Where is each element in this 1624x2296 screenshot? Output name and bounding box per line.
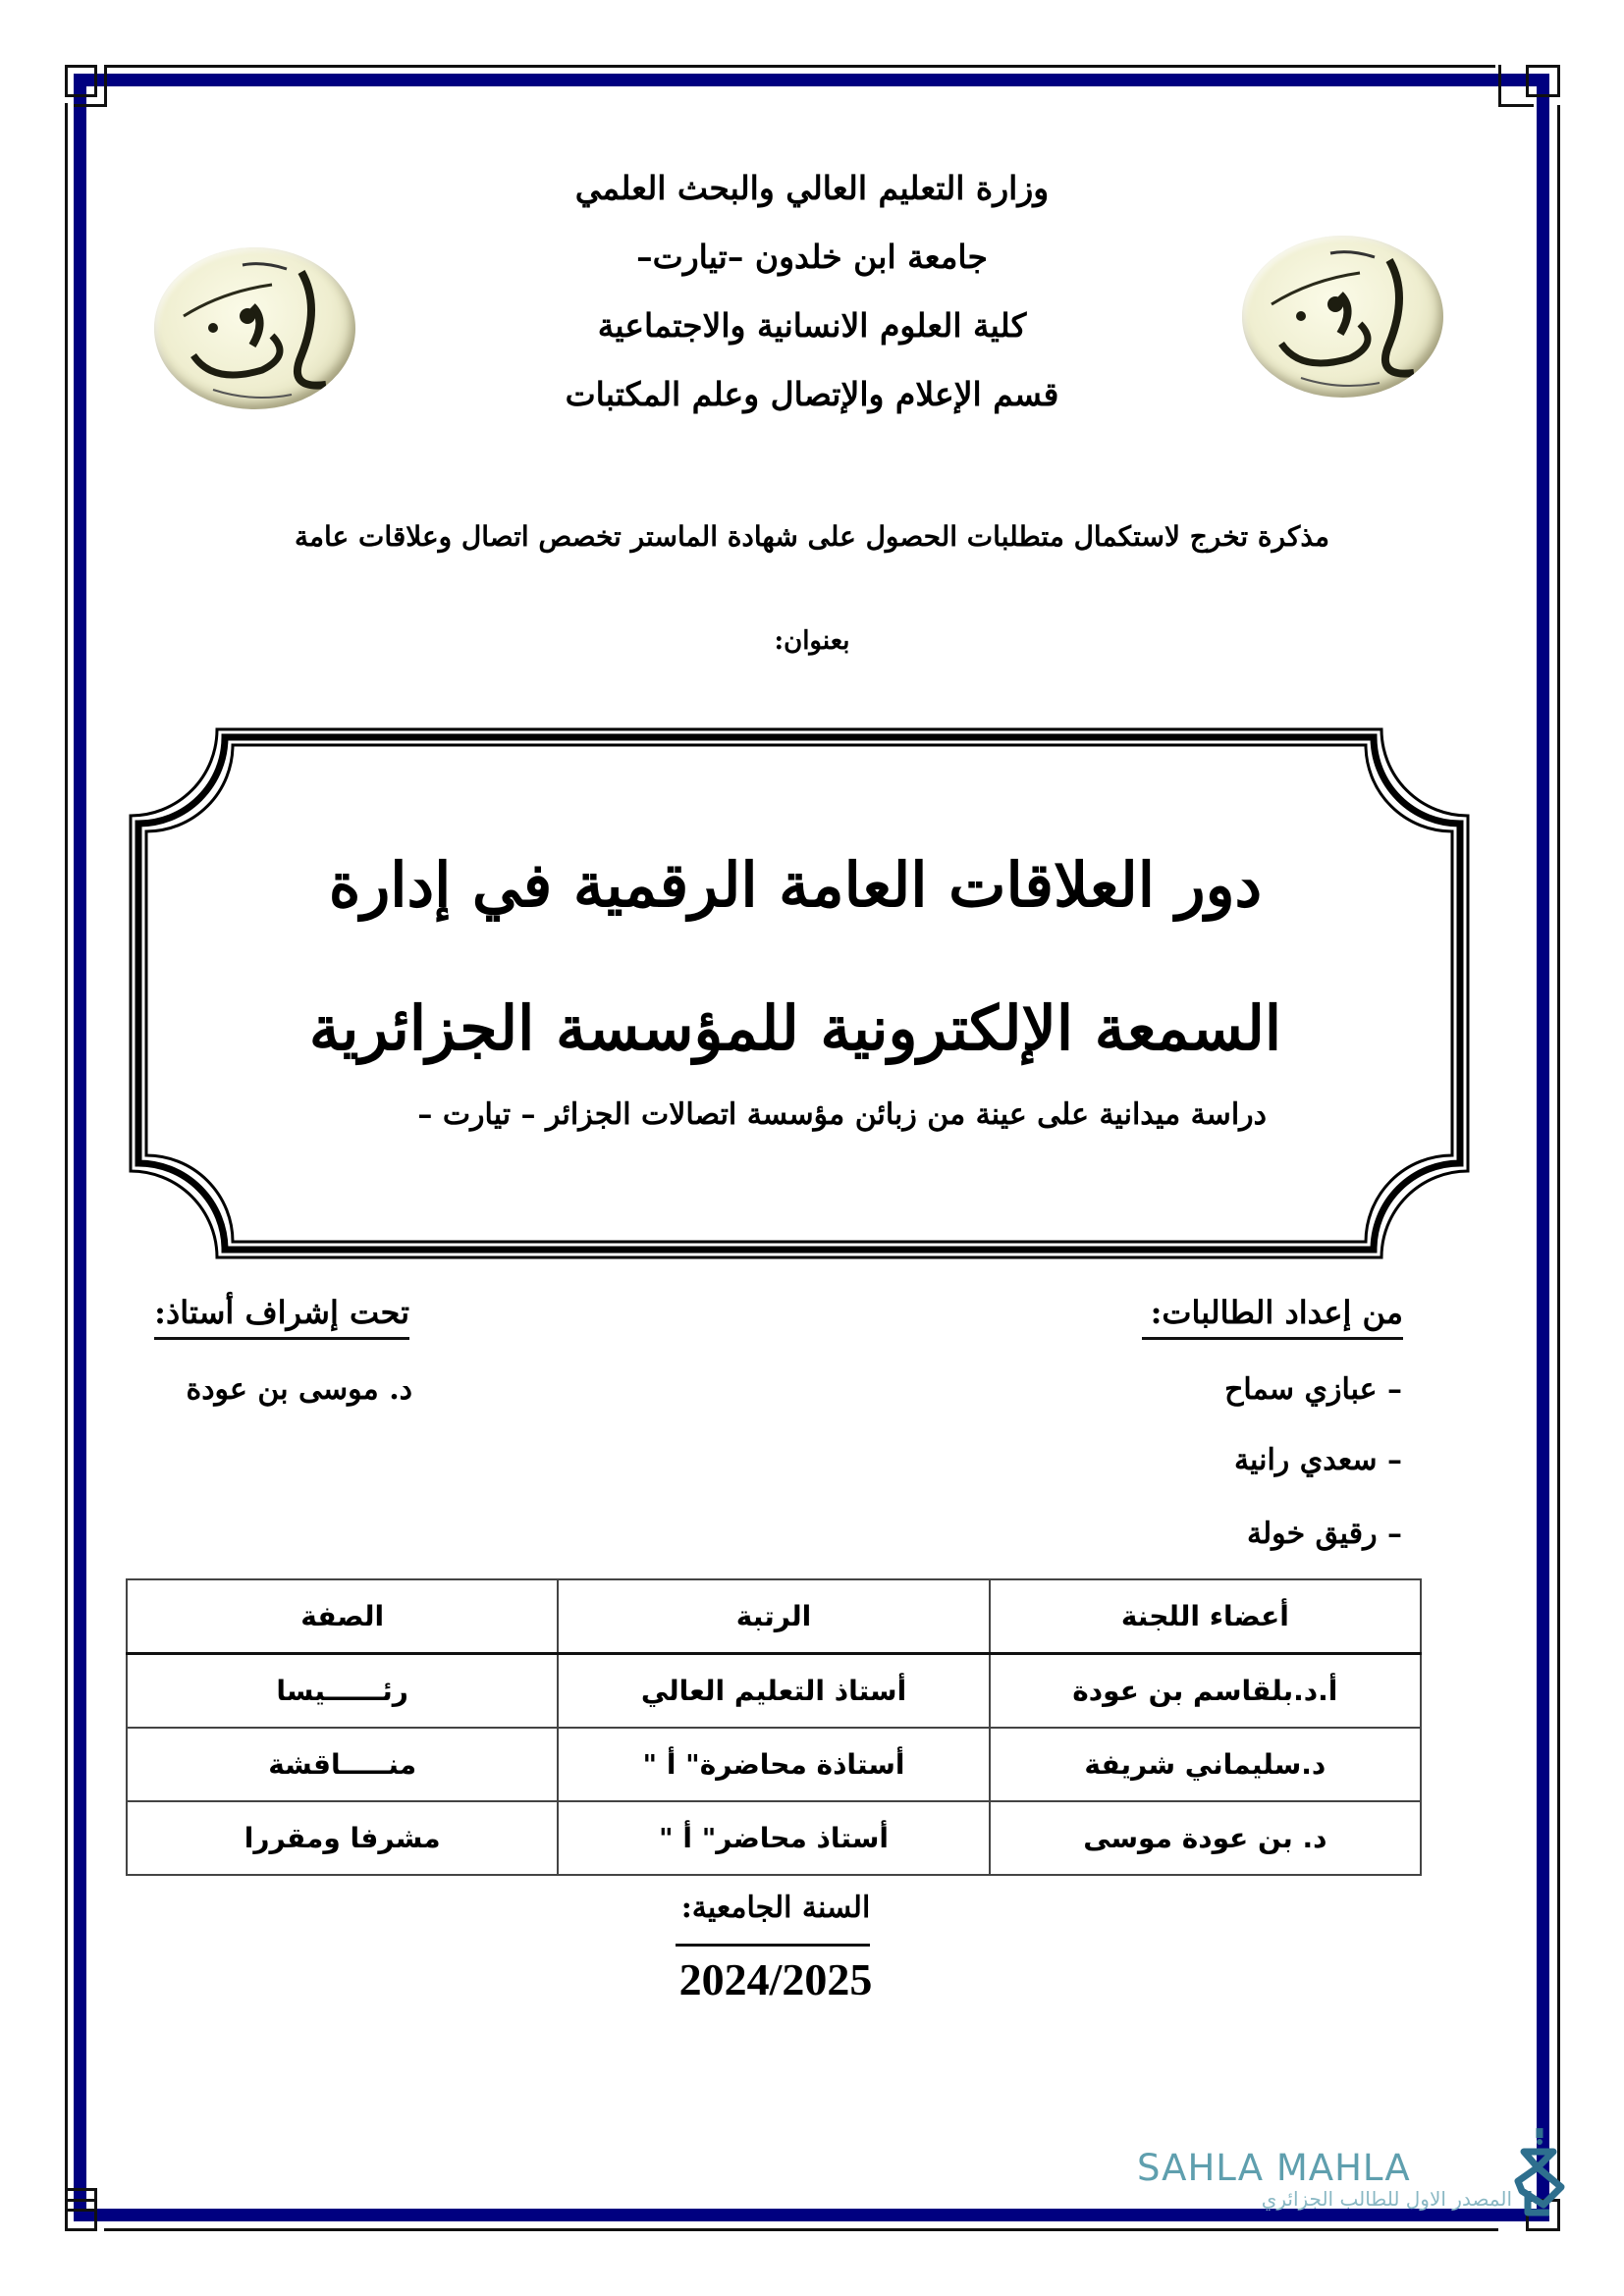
- academic-year-rule: [676, 1944, 870, 1947]
- thesis-title-line-2: السمعة الإلكترونية للمؤسسة الجزائرية: [308, 992, 1282, 1064]
- corner-knot-bl-2: [65, 2188, 97, 2212]
- supervisor-name: د. موسى بن عودة: [186, 1372, 412, 1407]
- department-name: قسم الإعلام والإتصال وعلم المكتبات: [565, 375, 1059, 413]
- header-member: أعضاء اللجنة: [990, 1579, 1421, 1654]
- faculty-name: كلية العلوم الانسانية والاجتماعية: [597, 306, 1027, 345]
- member-rank: أستاذة محاضرة" أ ": [558, 1728, 989, 1801]
- table-row: [127, 1728, 1421, 1801]
- member-role: مشرفا ومقررا: [127, 1801, 558, 1875]
- member-rank: أستاذ محاضر" أ ": [558, 1801, 989, 1875]
- students-label: من إعداد الطالبات:: [1142, 1294, 1403, 1340]
- student-name-2: – سعدي رانية: [1233, 1443, 1402, 1477]
- student-name-3: – رقيق خولة: [1246, 1517, 1402, 1551]
- header-rank: الرتبة: [558, 1579, 989, 1654]
- academic-year-value: 2024/2025: [678, 1954, 873, 2004]
- committee-table: [126, 1578, 1422, 1876]
- thesis-subtitle: دراسة ميدانية على عينة من زبائن مؤسسة اتصالات الجزائر – تيارت –: [417, 1097, 1267, 1132]
- thesis-title-line-1: دور العلاقات العامة الرقمية في إدارة: [328, 849, 1263, 921]
- border-left-line: [65, 103, 68, 2189]
- academic-year-label: السنة الجامعية:: [680, 1891, 871, 1925]
- member-name: أ.د.بلقاسم بن عودة: [990, 1654, 1421, 1729]
- thesis-statement: مذكرة تخرج لاستكمال متطلبات الحصول على شهادة الماستر تخصص اتصال وعلاقات عامة: [294, 520, 1330, 553]
- ministry-name: وزارة التعليم العالي والبحث العلمي: [574, 169, 1050, 207]
- university-name: جامعة ابن خلدون –تيارت–: [636, 238, 988, 276]
- member-name: د.سليماني شريفة: [990, 1728, 1421, 1801]
- border-top-band: [74, 74, 1549, 86]
- header-role: الصفة: [127, 1579, 558, 1654]
- border-top-line: [106, 65, 1495, 68]
- corner-knot-tr-2: [1498, 65, 1534, 107]
- border-bottom-line: [104, 2228, 1498, 2231]
- member-role: رئــــــيسا: [127, 1654, 558, 1729]
- corner-knot-tl-2: [74, 65, 107, 107]
- member-name: د. بن عودة موسى: [990, 1801, 1421, 1875]
- member-rank: أستاذ التعليم العالي: [558, 1654, 989, 1729]
- supervisor-label: تحت إشراف أستاذ:: [154, 1294, 409, 1340]
- arabic-calligraphy-logo-icon: [1504, 2122, 1571, 2220]
- member-role: منـــــاقشة: [127, 1728, 558, 1801]
- student-name-1: – عبازي سماح: [1224, 1372, 1402, 1407]
- watermark-tagline: المصدر الاول للطالب الجزائري: [1261, 2187, 1512, 2211]
- table-header-row: [127, 1579, 1421, 1654]
- table-row: [127, 1654, 1421, 1729]
- title-label: بعنوان:: [774, 626, 850, 656]
- table-row: [127, 1801, 1421, 1875]
- border-right-line: [1557, 105, 1560, 2191]
- watermark-brand: SAHLA MAHLA: [1137, 2147, 1411, 2189]
